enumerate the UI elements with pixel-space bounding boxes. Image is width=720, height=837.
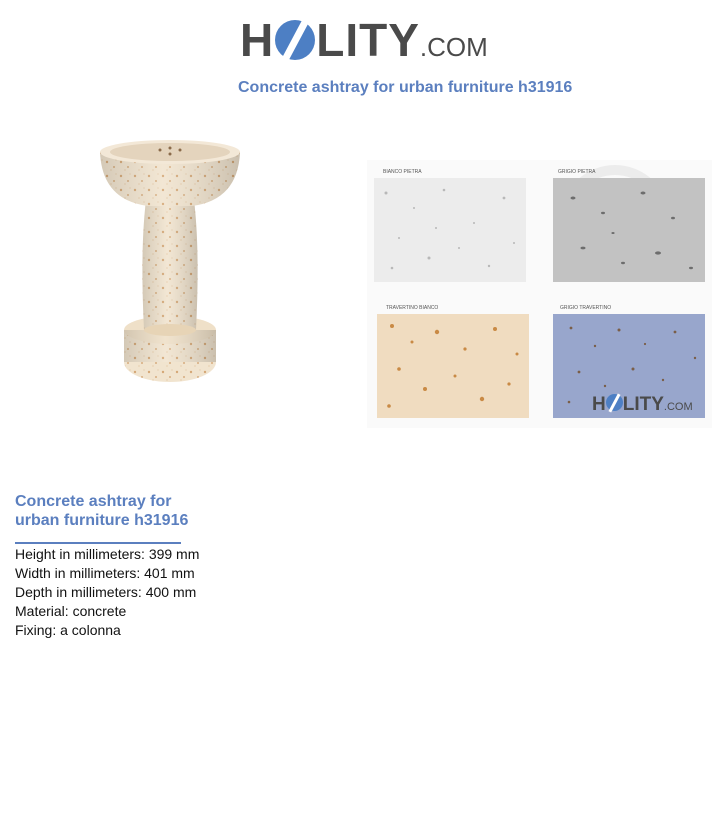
swatch-label-travertino-bianco: TRAVERTINO BIANCO (386, 305, 439, 311)
page-title: Concrete ashtray for urban furniture h31916 (238, 79, 573, 96)
title-divider (15, 542, 181, 544)
swatch-label-bianco-pietra: BIANCO PIETRA (383, 169, 422, 175)
logo-letter-h: H (240, 14, 275, 66)
logo-o-mark (275, 20, 315, 60)
panel-logo-letter-h: H (592, 394, 606, 415)
logo-wordmark: LITY (316, 14, 420, 66)
spec-list (15, 545, 199, 640)
swatch-travertino-bianco (377, 314, 529, 418)
spec-height: Height in millimeters: 399 mm (15, 546, 200, 562)
panel-logo-wordmark: LITY (622, 394, 664, 415)
panel-logo-o-mark (606, 394, 623, 411)
swatch-grigio-pietra (553, 178, 705, 282)
product-title: Concrete ashtray for urban furniture h31916 (15, 493, 189, 529)
spec-fixing: Fixing: a colonna (15, 622, 121, 638)
spec-material: Material: concrete (15, 603, 127, 619)
spec-depth: Depth in millimeters: 400 mm (15, 584, 197, 600)
site-logo[interactable] (240, 10, 490, 70)
logo-suffix: .COM (419, 32, 488, 62)
swatch-bianco-pietra (374, 178, 526, 282)
swatch-panel-logo (592, 394, 693, 416)
panel-logo-suffix: .COM (663, 401, 693, 413)
product-image (90, 130, 250, 385)
swatch-label-grigio-travertino: GRIGIO TRAVERTINO (560, 305, 612, 311)
swatch-label-grigio-pietra: GRIGIO PIETRA (558, 169, 596, 175)
spec-width: Width in millimeters: 401 mm (15, 565, 195, 581)
